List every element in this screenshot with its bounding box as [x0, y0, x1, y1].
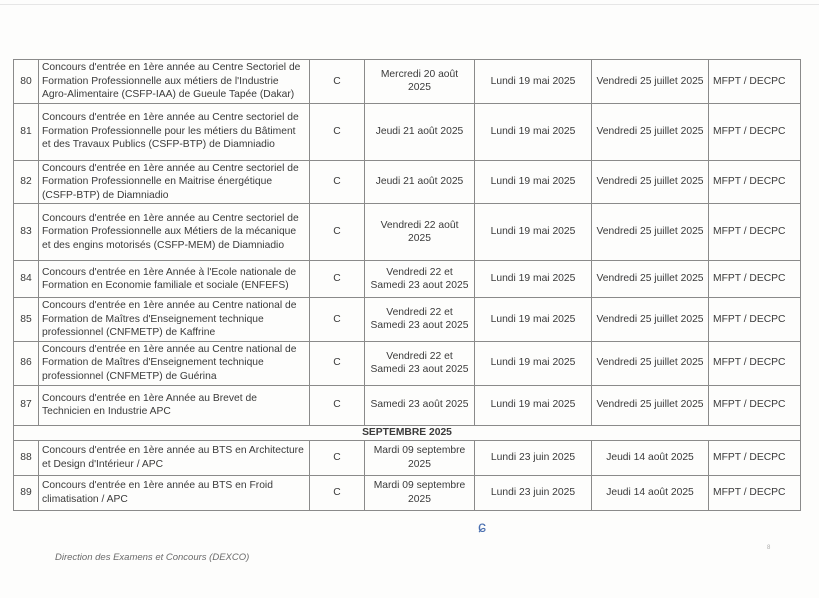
row-number: 89: [14, 475, 39, 510]
exam-date: Vendredi 22 et Samedi 23 aout 2025: [365, 298, 475, 342]
competition-type: C: [310, 261, 365, 298]
row-number: 83: [14, 204, 39, 261]
organizer: MFPT / DECPC: [709, 103, 801, 160]
registration-open-date: Lundi 19 mai 2025: [475, 60, 592, 104]
exam-date: Vendredi 22 et Samedi 23 aout 2025: [365, 341, 475, 385]
registration-close-date: Jeudi 14 août 2025: [592, 475, 709, 510]
registration-open-date: Lundi 19 mai 2025: [475, 385, 592, 425]
competition-type: C: [310, 475, 365, 510]
september-section: [14, 425, 801, 440]
registration-close-date: Vendredi 25 juillet 2025: [592, 204, 709, 261]
competition-description: Concours d'entrée en 1ère Année au Brevet de Technicien en Industrie APC: [39, 385, 310, 425]
organizer: MFPT / DECPC: [709, 385, 801, 425]
registration-open-date: Lundi 19 mai 2025: [475, 341, 592, 385]
competition-type: C: [310, 204, 365, 261]
registration-open-date: Lundi 19 mai 2025: [475, 103, 592, 160]
registration-open-date: Lundi 19 mai 2025: [475, 261, 592, 298]
competition-description: Concours d'entrée en 1ère année au Centre Sectoriel de Formation Professionnelle aux métiers de l'Industrie Agro-Alimentaire (CSFP-IAA) de Gueule Tapée (Dakar): [39, 60, 310, 104]
registration-close-date: Vendredi 25 juillet 2025: [592, 298, 709, 342]
registration-close-date: Vendredi 25 juillet 2025: [592, 160, 709, 204]
competition-type: C: [310, 385, 365, 425]
table-row: [14, 60, 801, 104]
table-row: [14, 298, 801, 342]
month-header: SEPTEMBRE 2025: [14, 425, 801, 440]
registration-open-date: Lundi 19 mai 2025: [475, 160, 592, 204]
exam-date: Samedi 23 août 2025: [365, 385, 475, 425]
row-number: 85: [14, 298, 39, 342]
table-row: [14, 385, 801, 425]
exam-date: Vendredi 22 et Samedi 23 aout 2025: [365, 261, 475, 298]
competition-description: Concours d'entrée en 1ère Année à l'Ecole nationale de Formation en Economie familiale et sociale (ENFEFS): [39, 261, 310, 298]
page-number: 8: [767, 545, 771, 551]
registration-open-date: Lundi 19 mai 2025: [475, 298, 592, 342]
row-number: 80: [14, 60, 39, 104]
row-number: 86: [14, 341, 39, 385]
organizer: MFPT / DECPC: [709, 60, 801, 104]
organizer: MFPT / DECPC: [709, 341, 801, 385]
competition-type: C: [310, 103, 365, 160]
august-rows: [14, 60, 801, 426]
row-number: 88: [14, 440, 39, 475]
competition-description: Concours d'entrée en 1ère année au Centre national de Formation de Maîtres d'Enseignement technique professionnel (CNFMETP) de Kaffrine: [39, 298, 310, 342]
competition-type: C: [310, 60, 365, 104]
competition-description: Concours d'entrée en 1ère année au BTS en Architecture et Design d'Intérieur / APC: [39, 440, 310, 475]
organizer: MFPT / DECPC: [709, 261, 801, 298]
registration-close-date: Vendredi 25 juillet 2025: [592, 261, 709, 298]
competition-type: C: [310, 160, 365, 204]
organizer: MFPT / DECPC: [709, 475, 801, 510]
row-number: 87: [14, 385, 39, 425]
organizer: MFPT / DECPC: [709, 204, 801, 261]
exam-date: Jeudi 21 août 2025: [365, 160, 475, 204]
exam-date: Jeudi 21 août 2025: [365, 103, 475, 160]
month-header-row: [14, 425, 801, 440]
exam-date: Vendredi 22 août 2025: [365, 204, 475, 261]
row-number: 81: [14, 103, 39, 160]
registration-open-date: Lundi 19 mai 2025: [475, 204, 592, 261]
table-row: [14, 204, 801, 261]
exam-date: Mardi 09 septembre 2025: [365, 440, 475, 475]
competition-description: Concours d'entrée en 1ère année au BTS en Froid climatisation / APC: [39, 475, 310, 510]
registration-open-date: Lundi 23 juin 2025: [475, 440, 592, 475]
competition-type: C: [310, 341, 365, 385]
exam-schedule-table: [13, 59, 801, 511]
competition-description: Concours d'entrée en 1ère année au Centre sectoriel de Formation Professionnelle pour les métiers du Bâtiment et des Travaux Publics (CSFP-BTP) de Diamniadio: [39, 103, 310, 160]
competition-description: Concours d'entrée en 1ère année au Centre sectoriel de Formation Professionnelle en Maitrise énergétique (CSFP-BTP) de Diamniadio: [39, 160, 310, 204]
organizer: MFPT / DECPC: [709, 298, 801, 342]
registration-close-date: Vendredi 25 juillet 2025: [592, 385, 709, 425]
competition-description: Concours d'entrée en 1ère année au Centre national de Formation de Maîtres d'Enseignement technique professionnel (CNFMETP) de Guérina: [39, 341, 310, 385]
registration-open-date: Lundi 23 juin 2025: [475, 475, 592, 510]
table-row: [14, 160, 801, 204]
row-number: 84: [14, 261, 39, 298]
organizer: MFPT / DECPC: [709, 160, 801, 204]
registration-close-date: Vendredi 25 juillet 2025: [592, 60, 709, 104]
row-number: 82: [14, 160, 39, 204]
handwritten-initials: ɕ: [478, 519, 486, 536]
table-row: [14, 261, 801, 298]
table-row: [14, 103, 801, 160]
september-rows: [14, 440, 801, 510]
registration-close-date: Jeudi 14 août 2025: [592, 440, 709, 475]
exam-date: Mercredi 20 août 2025: [365, 60, 475, 104]
table-row: [14, 341, 801, 385]
table-row: [14, 440, 801, 475]
competition-type: C: [310, 298, 365, 342]
registration-close-date: Vendredi 25 juillet 2025: [592, 341, 709, 385]
table-row: [14, 475, 801, 510]
registration-close-date: Vendredi 25 juillet 2025: [592, 103, 709, 160]
competition-description: Concours d'entrée en 1ère année au Centre sectoriel de Formation Professionnelle aux Métiers de la mécanique et des engins motorisés (CSFP-MEM) de Diamniadio: [39, 204, 310, 261]
organizer: MFPT / DECPC: [709, 440, 801, 475]
footer-text: Direction des Examens et Concours (DEXCO): [55, 552, 250, 563]
scan-edge-line: [0, 4, 819, 5]
exam-date: Mardi 09 septembre 2025: [365, 475, 475, 510]
competition-type: C: [310, 440, 365, 475]
